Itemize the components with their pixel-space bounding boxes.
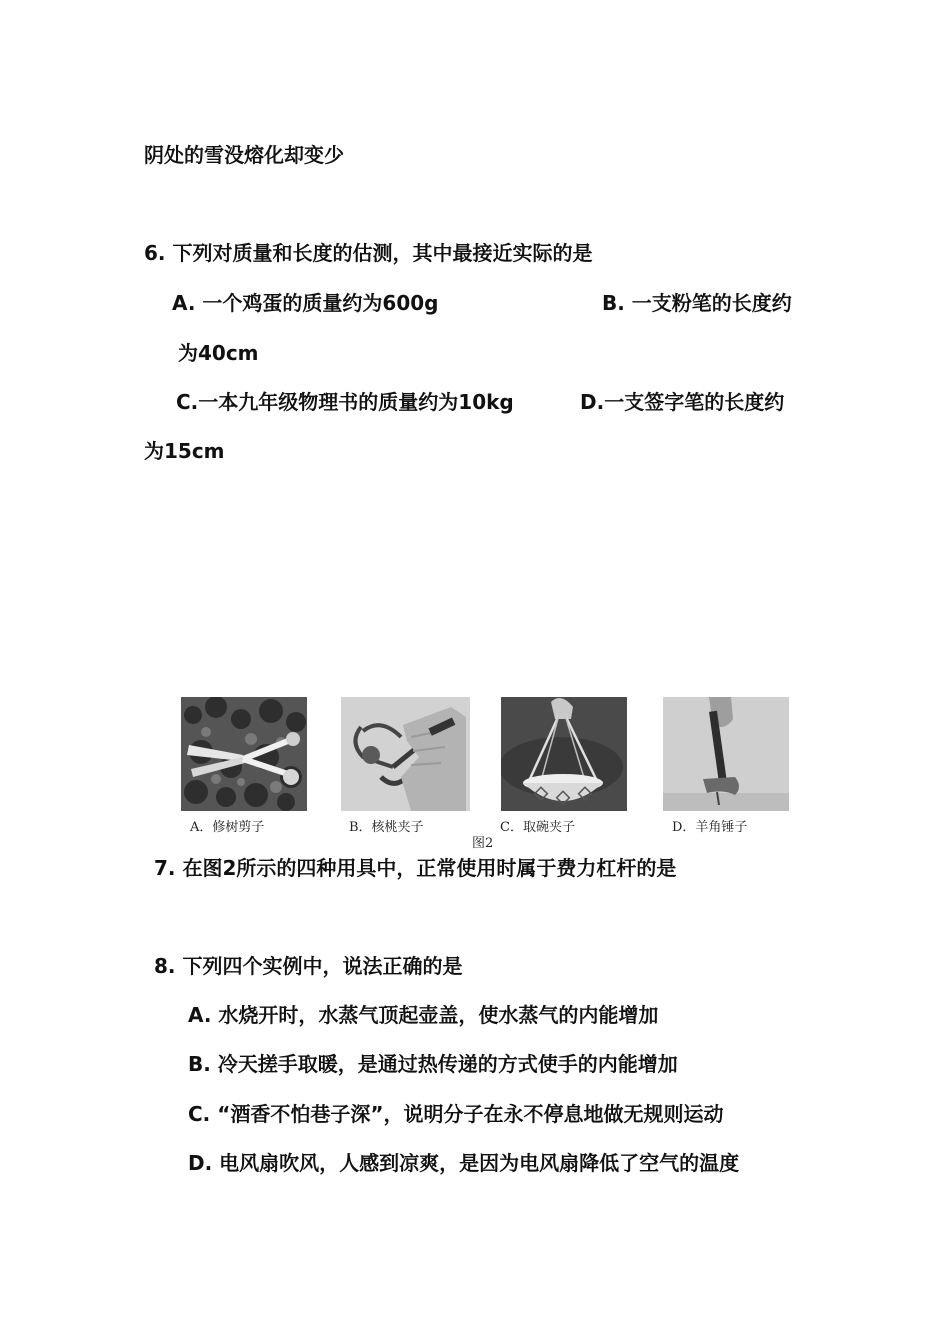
figure-d-label: D．羊角锤子 — [672, 820, 748, 835]
figure-a-label: A．修树剪子 — [190, 820, 265, 835]
nutcracker-icon — [341, 697, 470, 811]
question-6-option-a: A. 一个鸡蛋的质量约为600g — [172, 291, 439, 315]
question-6-option-d-continued: 为15cm — [144, 439, 225, 463]
question-8-option-c: C. “酒香不怕巷子深”，说明分子在永不停息地做无规则运动 — [188, 1102, 724, 1126]
figure-b-nutcracker-image — [341, 697, 470, 811]
question-6-option-d: D.一支签字笔的长度约 — [580, 390, 785, 414]
pruning-shears-icon — [181, 697, 307, 811]
question-6-stem: 6. 下列对质量和长度的估测，其中最接近实际的是 — [144, 241, 593, 265]
bowl-tongs-icon — [501, 697, 627, 811]
figure-d-claw-hammer-image — [663, 697, 789, 811]
figure-b-label: B．核桃夹子 — [349, 820, 424, 835]
figure-c-label: C．取碗夹子 — [500, 820, 575, 835]
question-5-fragment: 阴处的雪没熔化却变少 — [144, 143, 344, 167]
claw-hammer-icon — [663, 697, 789, 811]
question-8-stem: 8. 下列四个实例中，说法正确的是 — [154, 954, 463, 978]
question-6-option-b: B. 一支粉笔的长度约 — [602, 291, 792, 315]
question-8-option-a: A. 水烧开时，水蒸气顶起壶盖，使水蒸气的内能增加 — [188, 1003, 659, 1027]
figure-c-bowl-tongs-image — [501, 697, 627, 811]
figure-caption: 图2 — [472, 836, 494, 851]
question-8-option-d: D. 电风扇吹风，人感到凉爽，是因为电风扇降低了空气的温度 — [188, 1151, 740, 1175]
question-6-option-c: C.一本九年级物理书的质量约为10kg — [176, 390, 514, 414]
question-8-option-b: B. 冷天搓手取暖，是通过热传递的方式使手的内能增加 — [188, 1052, 678, 1076]
question-7-stem: 7. 在图2所示的四种用具中，正常使用时属于费力杠杆的是 — [154, 856, 677, 880]
figure-a-pruning-shears-image — [181, 697, 307, 811]
question-6-option-b-continued: 为40cm — [178, 341, 259, 365]
